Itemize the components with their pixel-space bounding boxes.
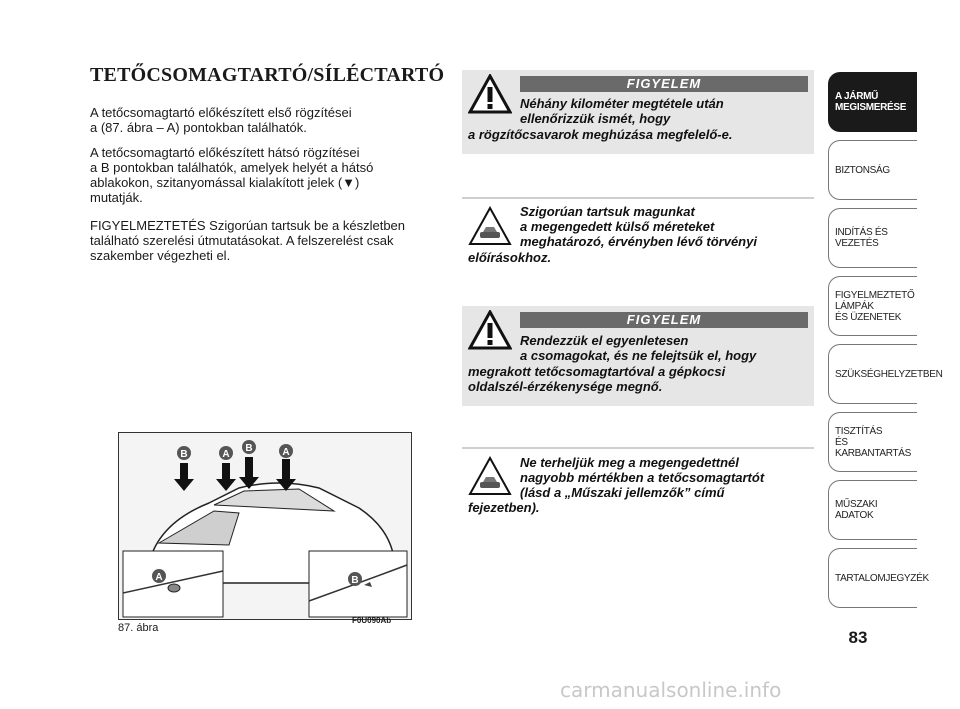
info-text-2-cont: előírásokhoz.: [468, 250, 552, 265]
info-text-4: Ne terheljük meg a megengedettnél nagyobb mértékben a tetőcsomagtartót (lásd a „Műszaki jellemzők” című: [520, 455, 765, 500]
warning-triangle-icon: [468, 74, 512, 114]
car-illustration: [119, 433, 411, 619]
warning-text-1: Néhány kilométer megtétele után ellenőrizzük ismét, hogy: [520, 96, 724, 126]
environment-car-icon: [468, 206, 512, 246]
marker-b2: B: [245, 443, 253, 454]
paragraph-front-mounts: A tetőcsomagtartó előkészített első rögzítései a (87. ábra – A) pontokban találhatók.: [90, 105, 352, 135]
warning-text-1-cont: a rögzítőcsavarok meghúzása megfelelő-e.: [468, 127, 733, 142]
page-number: 83: [848, 628, 868, 647]
warning-text-3: Rendezzük el egyenletesen a csomagokat, és ne felejtsük el, hogy: [520, 333, 757, 363]
watermark-text: carmanualsonline.info: [560, 678, 782, 702]
marker-a1: A: [222, 449, 230, 460]
sidebar-tab-starting[interactable]: INDÍTÁS ÉS VEZETÉS: [828, 208, 917, 268]
warning-banner-1: FIGYELEM: [520, 76, 808, 92]
sidebar-tab-safety[interactable]: BIZTONSÁG: [828, 140, 917, 200]
divider-2: [462, 447, 814, 449]
paragraph-warning: FIGYELMEZTETÉS Szigorúan tartsuk be a készletben található szerelési útmutatásokat. A felszerelést csak szakember végezheti el.: [90, 218, 406, 263]
marker-b1: B: [180, 449, 188, 460]
warning-text-3-cont: megrakott tetőcsomagtartóval a gépkocsi oldalszél-érzékenysége megnő.: [468, 364, 726, 394]
environment-car-icon: [468, 456, 512, 496]
warning-banner-2: FIGYELEM: [520, 312, 808, 328]
sidebar-tab-emergency[interactable]: SZÜKSÉGHELYZETBEN: [828, 344, 917, 404]
marker-a-inset: A: [155, 572, 163, 583]
sidebar-tab-maintenance[interactable]: TISZTÍTÁS ÉS KARBANTARTÁS: [828, 412, 917, 472]
divider-1: [462, 197, 814, 199]
roof-rack-figure: [118, 432, 412, 620]
figure-code: F0U090Ab: [352, 616, 392, 625]
page-title: TETŐCSOMAGTARTÓ/SÍLÉCTARTÓ: [90, 64, 445, 86]
sidebar-tab-index[interactable]: TARTALOMJEGYZÉK: [828, 548, 917, 608]
marker-a2: A: [282, 447, 290, 458]
figure-caption: 87. ábra: [118, 622, 159, 634]
warning-triangle-icon: [468, 310, 512, 350]
marker-b-inset: B: [351, 575, 359, 586]
info-text-2: Szigorúan tartsuk magunkat a megengedett külső méreteket meghatározó, érvényben lévő törvényi: [520, 204, 757, 249]
paragraph-rear-mounts: A tetőcsomagtartó előkészített hátsó rögzítései a B pontokban találhatók, amelyek helyét a hátsó ablakokon, szitanyomással kialakított jelek (▼) mutatják.: [90, 145, 374, 205]
sidebar-tab-vehicle[interactable]: A JÁRMŰ MEGISMERÉSE: [828, 72, 917, 132]
sidebar-tab-warning-lights[interactable]: FIGYELMEZTETŐ LÁMPÁK ÉS ÜZENETEK: [828, 276, 917, 336]
info-text-4-cont: fejezetben).: [468, 500, 540, 515]
sidebar-tab-technical[interactable]: MŰSZAKI ADATOK: [828, 480, 917, 540]
